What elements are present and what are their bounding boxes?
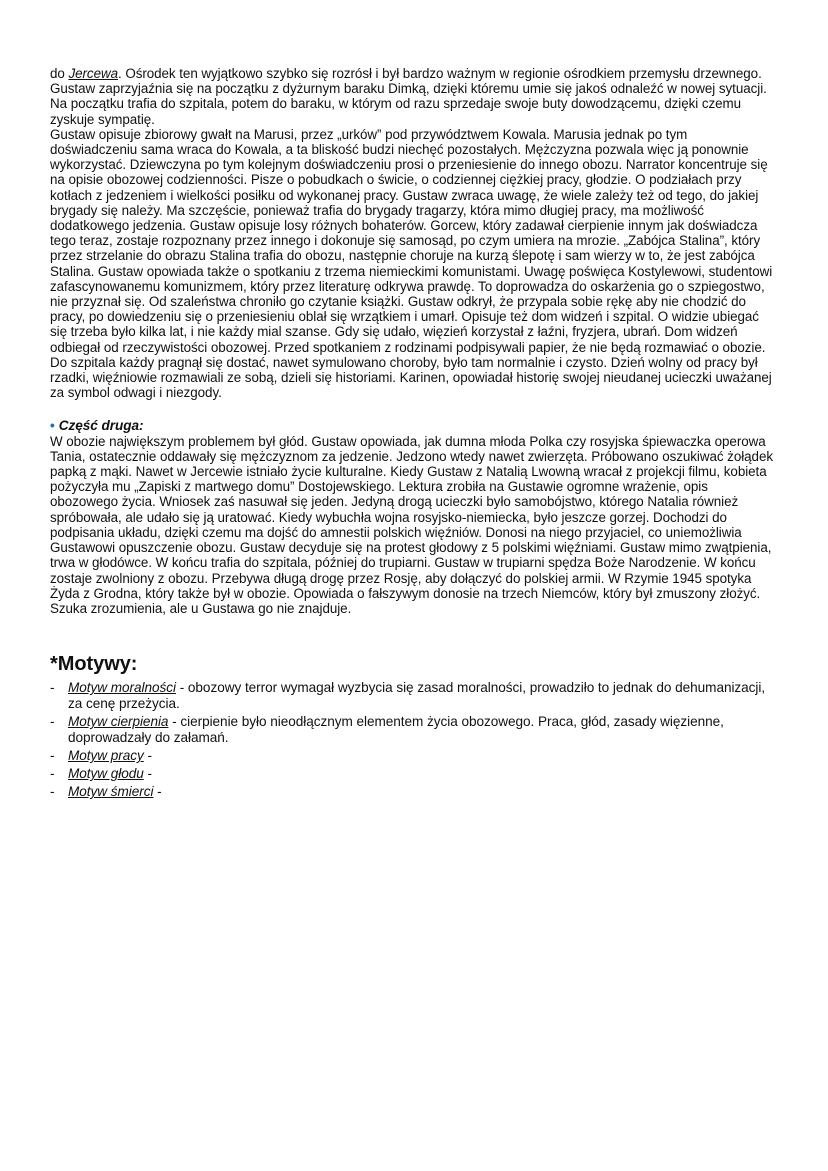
- part-one-paragraph-1: [50, 66, 776, 127]
- motive-item: [50, 784, 776, 800]
- motive-item: [50, 714, 776, 746]
- motive-label[interactable]: Motyw śmierci: [68, 784, 154, 800]
- motive-item: [50, 748, 776, 764]
- motive-label[interactable]: Motyw cierpienia: [68, 714, 169, 730]
- part-one-paragraph-2: Gustaw opisuje zbiorowy gwałt na Marusi, przez „urków” pod przywództwem Kowala. Marusia jednak po tym doświadczeniu sama wraca do Kowala, a ta bliskość budzi niechęć pozostałych. Mężczyzna pozwala więc ją ponownie wykorzystać. Dziewczyna po tym kolejnym doświadczeniu prosi o przeniesienie do innego obozu. Narrator koncentruje się na opisie obozowej codzienności. Pisze o pobudkach o świcie, o codziennej ciężkiej pracy, głodzie. O podziałach przy kotłach z jedzeniem i wielkości posiłku od wykonanej pracy. Gustaw zwraca uwagę, że wiele zależy też od tego, do jakiej brygady się należy. Ma szczęście, ponieważ trafia do brygady tragarzy, która mimo długiej pracy, ma możliwość dodatkowego jedzenia. Gustaw opisuje losy różnych bohaterów. Gorcew, który zadawał cierpienie innym jak doświadcza tego teraz, zostaje rozpoznany przez innego i dokonuje się samosąd, po czym umiera na mrozie. „Zabójca Stalina”, który przez strzelanie do obrazu Stalina trafia do obozu, następnie choruje na kurzą ślepotę i sam wierzy w to, że jest zabójca Stalina. Gustaw opowiada także o spotkaniu z trzema niemieckimi komunistami. Uwagę poświęca Kostylewowi, studentowi zafascynowanemu komunizmem, który przez literaturę odkrywa prawdę. To doprowadza do oskarżenia go o szpiegostwo, nie przyznał się. Od szaleństwa chroniło go czytanie książki. Gustaw odkrył, że przypala sobie rękę aby nie chodzić do pracy, po dowiedzeniu się o przeniesieniu oblał się wrzątkiem i umarł. Opisuje też dom widzeń i szpital. O widzie ubiegać się trzeba było kilka lat, i nie każdy mial szanse. Gdy się udało, więzień korzystał z łaźni, fryzjera, ubrań. Dom widzeń odbiegał od rzeczywistości obozowej. Przed spotkaniem z rodzinami podpisywali papier, że nie będą rozmawiać o obozie. Do szpitala każdy pragnął się dostać, nawet symulowano choroby, było tam normalnie i czysto. Dzień wolny od pracy był rzadki, więźniowie rozmawiali ze sobą, dzieli się historiami. Karinen, opowiadał historię swojej nieudanej ucieczki uważanej za symbol odwagi i niezgody.: [50, 126, 773, 401]
- motive-text: - obozowy terror wymagał wyzbycia się zasad moralności, prowadziło to jednak do dehumanizacji, za cenę przeżycia.: [68, 680, 766, 712]
- dash-icon: -: [50, 714, 55, 730]
- dash-icon: -: [50, 766, 55, 782]
- motive-item: [50, 680, 776, 712]
- motive-label[interactable]: Motyw pracy: [68, 748, 144, 764]
- dash-icon: -: [50, 680, 55, 696]
- part-two-paragraph: W obozie największym problemem był głód. Gustaw opowiada, jak dumna młoda Polka czy rosyjska śpiewaczka operowa Tania, ostatecznie oddawały się mężczyznom za jedzenie. Jedzono wtedy nawet zwierzęta. Próbowano oszukiwać żołądek papką z mąki. Nawet w Jercewie istniało życie kulturalne. Kiedy Gustaw z Natalią Lwowną wracał z projekcji filmu, kobieta pożyczyła mu „Zapiski z martwego domu” Dostojewskiego. Lektura zrobiła na Gustawie ogromne wrażenie, opis obozowego życia. Wniosek zaś nasuwał się jeden. Jedyną drogą ucieczki było samobójstwo, którego Natalia również spróbowała, ale udało się ją uratować. Kiedy wybuchła wojna rosyjsko-niemiecka, było jeszcze gorzej. Dochodzi do podpisania układu, dzięki czemu ma dojść do amnestii polskich więźniów. Donosi na niego przyjaciel, co uniemożliwia Gustawowi opuszczenie obozu. Gustaw decyduje się na protest głodowy z 5 polskimi więźniami. Gustaw mimo zwątpienia, trwa w głodówce. W końcu trafia do szpitala, później do trupiarni. Gustaw w trupiarni spędza Boże Narodzenie. W końcu zostaje zwolniony z obozu. Przebywa długą drogę przez Rosję, aby dołączyć do polskiej armii. W Rzymie 1945 spotyka Żyda z Grodna, który także był w obozie. Opowiada o fałszywym donosie na trzech Niemców, który był zmuszony złożyć. Szuka zrozumienia, ale u Gustawa go nie znajduje.: [50, 433, 773, 616]
- motive-label[interactable]: Motyw głodu: [68, 766, 144, 782]
- bullet-icon: •: [50, 418, 55, 434]
- jercewo-link[interactable]: Jercewa: [68, 66, 118, 81]
- part-two-heading: [50, 418, 776, 433]
- dash-icon: -: [50, 748, 55, 764]
- motive-label[interactable]: Motyw moralności: [68, 680, 176, 696]
- motywy-title: *Motywy:: [50, 653, 138, 676]
- motive-text: -: [143, 748, 152, 764]
- intro-prefix: do: [50, 66, 69, 81]
- part-two-heading-text: Część druga:: [58, 418, 144, 434]
- motives-list: [50, 680, 776, 800]
- motive-text: -: [143, 766, 152, 782]
- part-one-paragraph-1-text: . Ośrodek ten wyjątkowo szybko się rozrósł i był bardzo ważnym w regionie ośrodkiem przemysłu drzewnego. Gustaw zaprzyjaźnia się na początku z dyżurnym baraku Dimką, dzięki któremu umie się jakoś odnaleźć w nowej sytuacji. Na początku trafia do szpitala, potem do baraku, w którym od razu sprzedaje swoje buty dowodzącemu, dzięki czemu zyskuje sympatię.: [50, 66, 767, 127]
- motive-text: -: [153, 784, 162, 800]
- dash-icon: -: [50, 784, 55, 800]
- document-content: [50, 66, 776, 802]
- motive-item: [50, 766, 776, 782]
- motive-text: - cierpienie było nieodłącznym elementem życia obozowego. Praca, głód, zasady więzienne, doprowadzały do załamań.: [68, 714, 724, 746]
